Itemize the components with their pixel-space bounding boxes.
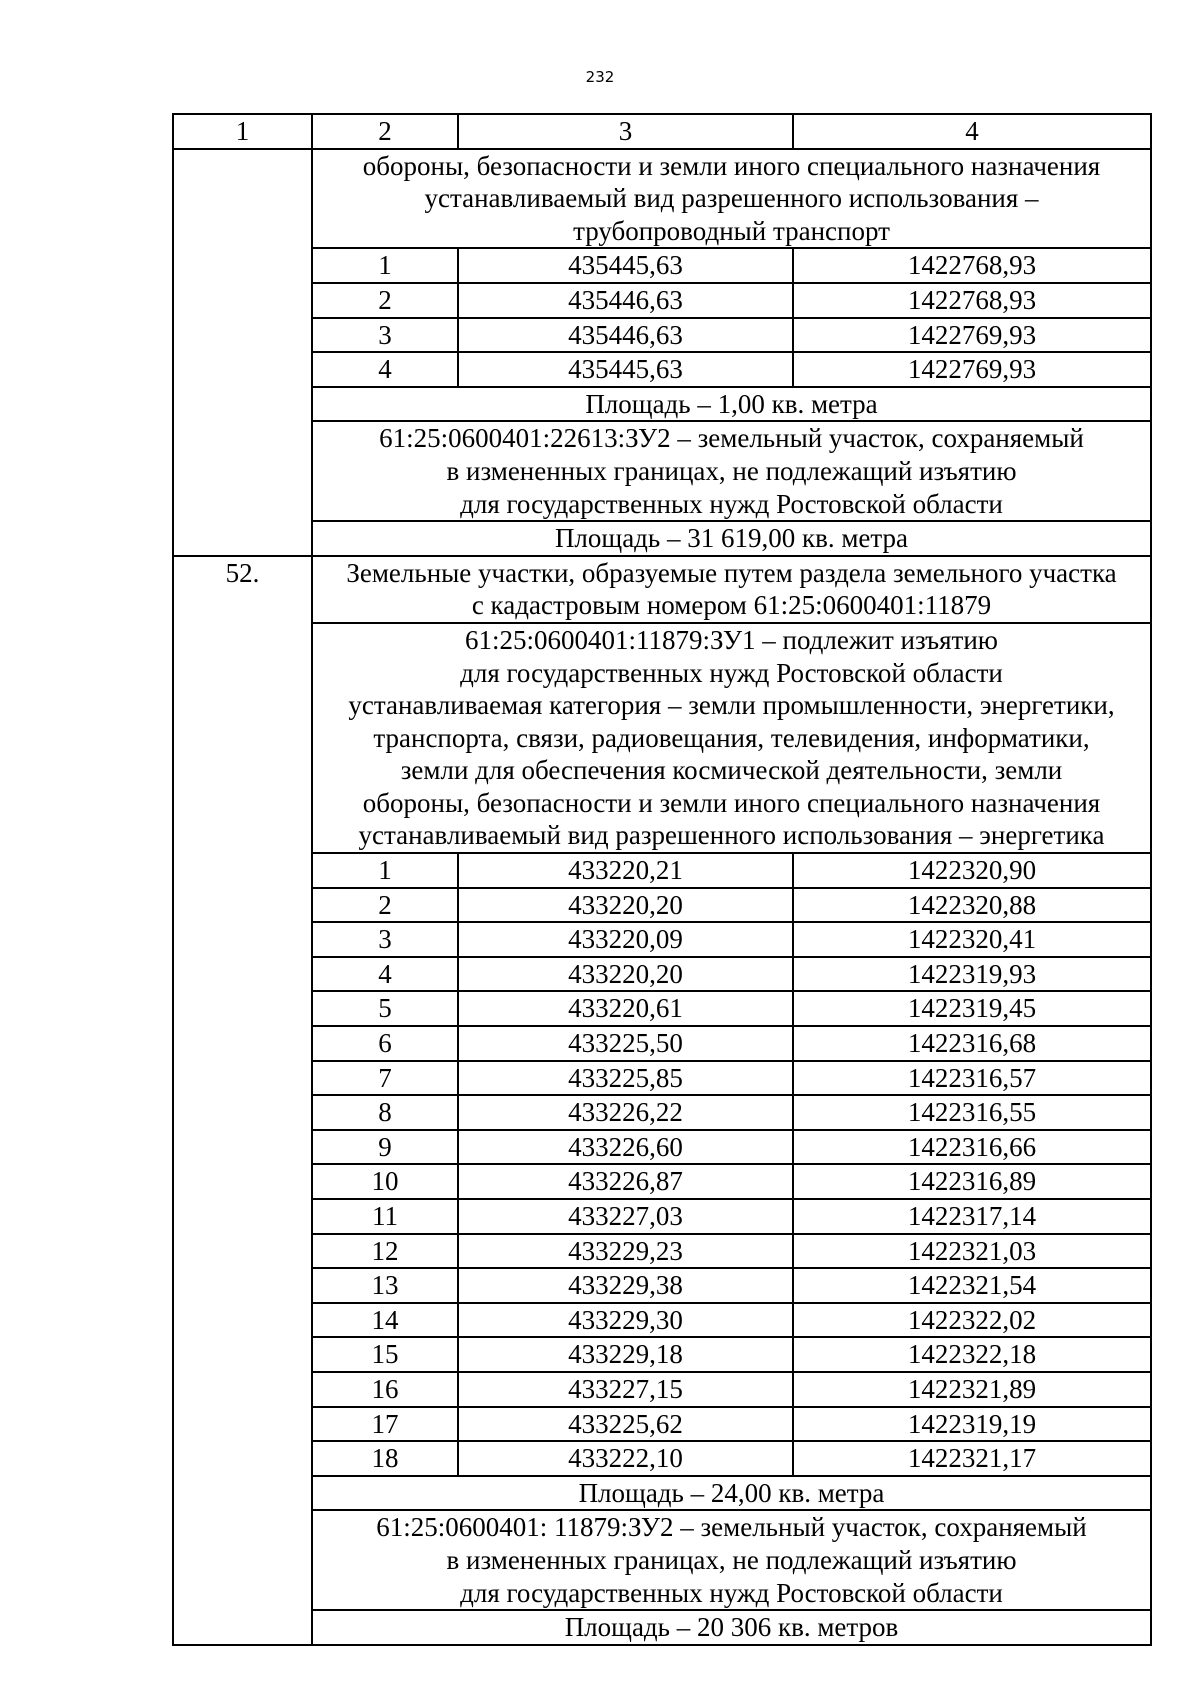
coord-y: 1422316,68 <box>793 1026 1151 1061</box>
point-number: 18 <box>312 1441 458 1476</box>
coord-x: 433220,61 <box>458 991 793 1026</box>
block2-title-row <box>173 556 1151 623</box>
text-line: в измененных границах, не подлежащий изъятию <box>446 455 1017 486</box>
block2-title <box>312 556 1151 623</box>
coord-y: 1422317,14 <box>793 1199 1151 1234</box>
point-number: 12 <box>312 1234 458 1269</box>
area-row <box>173 521 1151 556</box>
point-number: 15 <box>312 1337 458 1372</box>
coord-x: 433227,03 <box>458 1199 793 1234</box>
coord-x: 433226,22 <box>458 1095 793 1130</box>
text-line: устанавливаемая категория – земли промышленности, энергетики, <box>348 690 1115 721</box>
point-number: 2 <box>312 888 458 923</box>
coord-row <box>173 1337 1151 1372</box>
point-number: 3 <box>312 318 458 353</box>
coord-row <box>173 922 1151 957</box>
text-line: для государственных нужд Ростовской области <box>460 488 1003 519</box>
coord-y: 1422322,02 <box>793 1303 1151 1338</box>
point-number: 1 <box>312 248 458 283</box>
coord-y: 1422321,54 <box>793 1268 1151 1303</box>
text-line: устанавливаемый вид разрешенного использования – <box>424 183 1039 214</box>
coord-row <box>173 1095 1151 1130</box>
coord-y: 1422321,89 <box>793 1372 1151 1407</box>
coord-row <box>173 991 1151 1026</box>
point-number: 3 <box>312 922 458 957</box>
text-line: для государственных нужд Ростовской области <box>460 1577 1003 1608</box>
coord-x: 433220,20 <box>458 888 793 923</box>
text-line: в измененных границах, не подлежащий изъятию <box>446 1544 1017 1575</box>
header-cell: 4 <box>793 114 1151 149</box>
coord-row <box>173 957 1151 992</box>
text-line: транспорта, связи, радиовещания, телевидения, информатики, <box>373 722 1090 753</box>
coord-row <box>173 1234 1151 1269</box>
coord-y: 1422320,90 <box>793 853 1151 888</box>
coord-row <box>173 1164 1151 1199</box>
text-line: 61:25:0600401: 11879:ЗУ2 – земельный участок, сохраняемый <box>376 1512 1087 1543</box>
coord-y: 1422319,93 <box>793 957 1151 992</box>
point-number: 6 <box>312 1026 458 1061</box>
coord-row <box>173 1026 1151 1061</box>
coord-y: 1422769,93 <box>793 318 1151 353</box>
coord-y: 1422319,45 <box>793 991 1151 1026</box>
point-number: 5 <box>312 991 458 1026</box>
area-text: Площадь – 24,00 кв. метра <box>312 1476 1151 1511</box>
coord-y: 1422316,66 <box>793 1130 1151 1165</box>
block1-description-row <box>173 149 1151 249</box>
text-line: 61:25:0600401:11879:ЗУ1 – подлежит изъятию <box>465 624 998 655</box>
point-number: 14 <box>312 1303 458 1338</box>
coord-row <box>173 1130 1151 1165</box>
coord-y: 1422322,18 <box>793 1337 1151 1372</box>
coord-x: 433220,21 <box>458 853 793 888</box>
coord-y: 1422319,19 <box>793 1407 1151 1442</box>
coord-y: 1422320,41 <box>793 922 1151 957</box>
point-number: 1 <box>312 853 458 888</box>
point-number: 16 <box>312 1372 458 1407</box>
coord-row <box>173 888 1151 923</box>
text-line: для государственных нужд Ростовской области <box>460 657 1003 688</box>
coord-y: 1422768,93 <box>793 283 1151 318</box>
zu2-description <box>312 1510 1151 1610</box>
coord-x: 435446,63 <box>458 283 793 318</box>
coord-x: 433225,85 <box>458 1061 793 1096</box>
point-number: 2 <box>312 283 458 318</box>
coord-x: 433226,87 <box>458 1164 793 1199</box>
coord-x: 433229,18 <box>458 1337 793 1372</box>
header-row <box>173 114 1151 149</box>
point-number: 10 <box>312 1164 458 1199</box>
area-row <box>173 387 1151 422</box>
parcel-description-row <box>173 421 1151 521</box>
coord-x: 435446,63 <box>458 318 793 353</box>
point-number: 8 <box>312 1095 458 1130</box>
text-line: трубопроводный транспорт <box>573 215 890 246</box>
coord-row <box>173 1407 1151 1442</box>
coord-y: 1422316,57 <box>793 1061 1151 1096</box>
point-number: 4 <box>312 352 458 387</box>
coord-row <box>173 248 1151 283</box>
zu1-description <box>312 623 1151 853</box>
coord-x: 433220,20 <box>458 957 793 992</box>
coord-x: 435445,63 <box>458 352 793 387</box>
coord-y: 1422320,88 <box>793 888 1151 923</box>
point-number: 4 <box>312 957 458 992</box>
parcel-description-row <box>173 623 1151 853</box>
parcel-description-row <box>173 1510 1151 1610</box>
block2-number-cell: 52. <box>173 556 312 1645</box>
text-line: обороны, безопасности и земли иного специального назначения <box>362 787 1101 818</box>
coord-y: 1422768,93 <box>793 248 1151 283</box>
coord-y: 1422316,55 <box>793 1095 1151 1130</box>
point-number: 17 <box>312 1407 458 1442</box>
block1-number-cell <box>173 149 312 556</box>
coord-row <box>173 1061 1151 1096</box>
point-number: 9 <box>312 1130 458 1165</box>
point-number: 7 <box>312 1061 458 1096</box>
coord-x: 433229,23 <box>458 1234 793 1269</box>
coord-y: 1422316,89 <box>793 1164 1151 1199</box>
coord-x: 433222,10 <box>458 1441 793 1476</box>
coord-x: 433220,09 <box>458 922 793 957</box>
area-text: Площадь – 20 306 кв. метров <box>312 1610 1151 1645</box>
coord-y: 1422321,17 <box>793 1441 1151 1476</box>
header-cell: 3 <box>458 114 793 149</box>
header-cell: 2 <box>312 114 458 149</box>
area-text: Площадь – 1,00 кв. метра <box>312 387 1151 422</box>
zu2-description <box>312 421 1151 521</box>
area-text: Площадь – 31 619,00 кв. метра <box>312 521 1151 556</box>
coord-x: 433225,62 <box>458 1407 793 1442</box>
coord-x: 433229,30 <box>458 1303 793 1338</box>
coord-row <box>173 853 1151 888</box>
coord-y: 1422769,93 <box>793 352 1151 387</box>
text-line: с кадастровым номером 61:25:0600401:11879 <box>471 590 992 621</box>
point-number: 13 <box>312 1268 458 1303</box>
coord-row <box>173 318 1151 353</box>
coord-x: 433229,38 <box>458 1268 793 1303</box>
area-row <box>173 1610 1151 1645</box>
coord-row <box>173 1303 1151 1338</box>
coord-x: 433226,60 <box>458 1130 793 1165</box>
coord-y: 1422321,03 <box>793 1234 1151 1269</box>
coord-row <box>173 283 1151 318</box>
point-number: 11 <box>312 1199 458 1234</box>
coordinates-table <box>172 113 1152 1646</box>
coord-x: 435445,63 <box>458 248 793 283</box>
coord-row <box>173 1268 1151 1303</box>
coord-row <box>173 1372 1151 1407</box>
text-line: 61:25:0600401:22613:ЗУ2 – земельный участок, сохраняемый <box>379 423 1084 454</box>
text-line: обороны, безопасности и земли иного специального назначения <box>362 150 1101 181</box>
text-line: устанавливаемый вид разрешенного использования – энергетика <box>358 820 1105 851</box>
coord-row <box>173 1441 1151 1476</box>
coord-x: 433227,15 <box>458 1372 793 1407</box>
coord-row <box>173 1199 1151 1234</box>
header-cell: 1 <box>173 114 312 149</box>
block1-continued-text <box>312 149 1151 249</box>
page-number: 232 <box>585 68 615 86</box>
coord-row <box>173 352 1151 387</box>
coord-x: 433225,50 <box>458 1026 793 1061</box>
text-line: земли для обеспечения космической деятельности, земли <box>400 755 1063 786</box>
area-row <box>173 1476 1151 1511</box>
text-line: Земельные участки, образуемые путем раздела земельного участка <box>346 557 1117 588</box>
